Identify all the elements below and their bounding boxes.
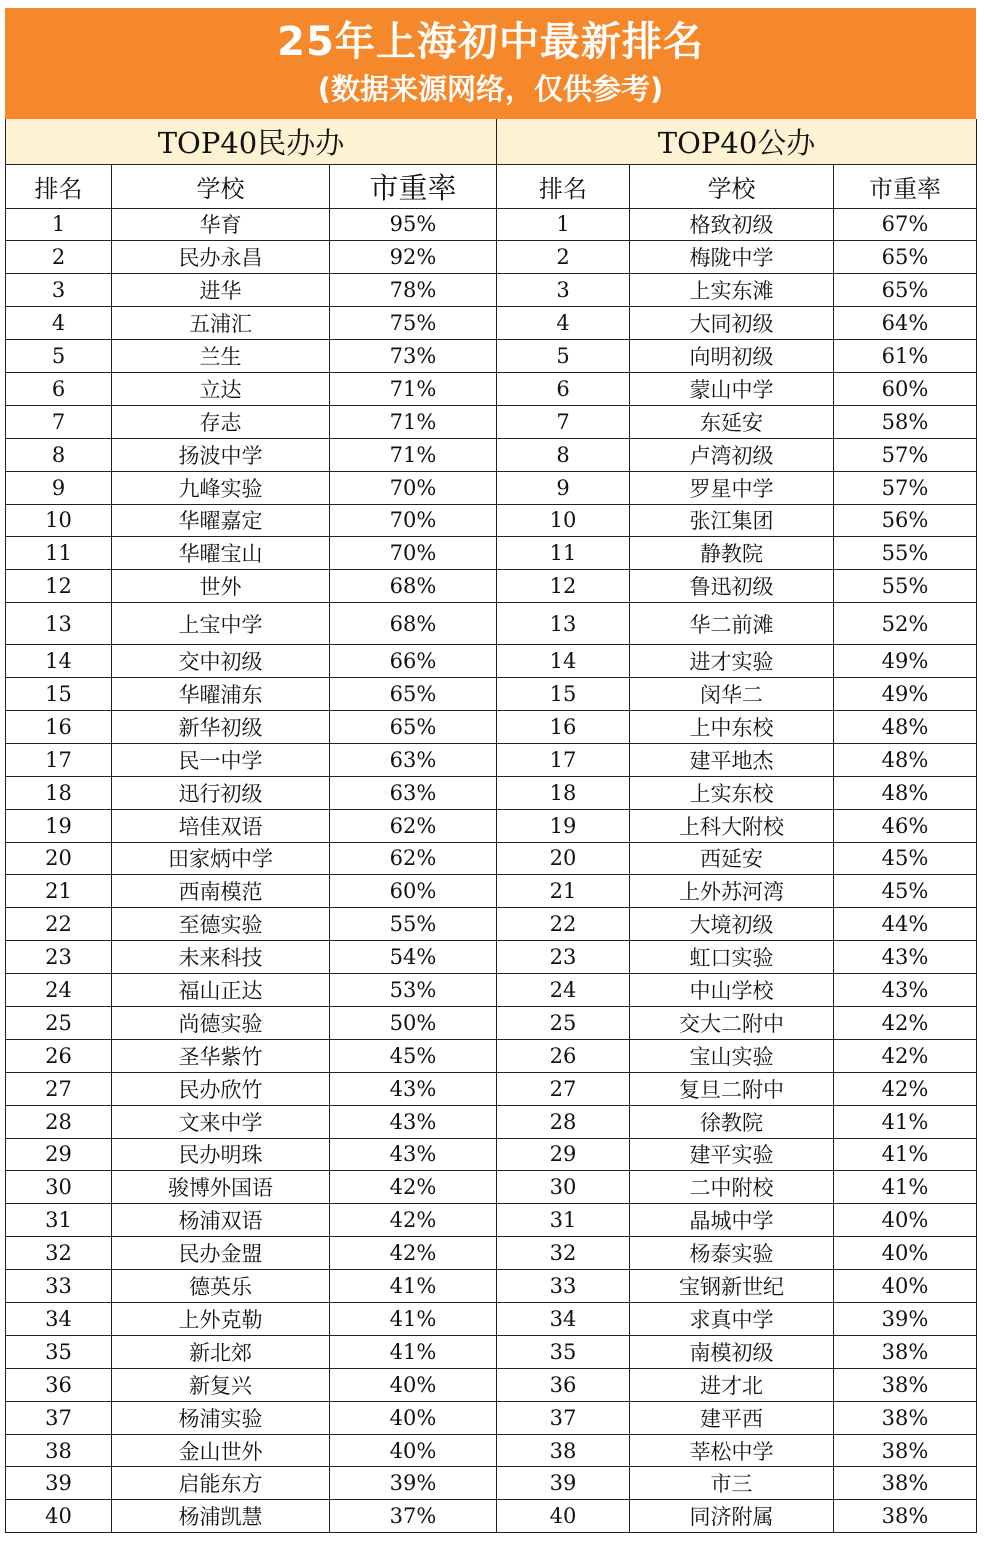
public-rate-cell: 38% xyxy=(834,1434,977,1467)
public-school-cell: 闵华二 xyxy=(630,678,834,711)
private-rate-cell: 63% xyxy=(330,743,497,776)
private-school-cell: 民办金盟 xyxy=(112,1237,330,1270)
public-rate-cell: 43% xyxy=(834,974,977,1007)
private-school-cell: 新华初级 xyxy=(112,710,330,743)
private-rate-cell: 42% xyxy=(330,1171,497,1204)
private-rank-cell: 14 xyxy=(6,645,112,678)
public-rank-cell: 21 xyxy=(497,875,630,908)
public-rank-cell: 2 xyxy=(497,241,630,274)
public-rank-cell: 40 xyxy=(497,1500,630,1533)
public-rate-cell: 55% xyxy=(834,570,977,603)
public-rate-cell: 41% xyxy=(834,1138,977,1171)
private-rate-cell: 40% xyxy=(330,1368,497,1401)
private-rate-cell: 95% xyxy=(330,208,497,241)
public-rate-cell: 57% xyxy=(834,438,977,471)
page-title: 25年上海初中最新排名 xyxy=(277,19,704,65)
public-rate-cell: 65% xyxy=(834,241,977,274)
private-rate-cell: 70% xyxy=(330,471,497,504)
public-rate-cell: 38% xyxy=(834,1368,977,1401)
public-rate-cell: 38% xyxy=(834,1500,977,1533)
public-rank-cell: 23 xyxy=(497,941,630,974)
private-rate-cell: 62% xyxy=(330,842,497,875)
public-school-cell: 蒙山中学 xyxy=(630,372,834,405)
public-school-cell: 上外苏河湾 xyxy=(630,875,834,908)
public-school-cell: 二中附校 xyxy=(630,1171,834,1204)
private-section-title: TOP40民办办 xyxy=(6,119,497,164)
public-rank-cell: 14 xyxy=(497,645,630,678)
table-row xyxy=(6,471,977,504)
public-rate-header: 市重率 xyxy=(834,164,977,208)
private-rank-cell: 3 xyxy=(6,274,112,307)
public-school-cell: 宝钢新世纪 xyxy=(630,1270,834,1303)
private-rank-cell: 11 xyxy=(6,537,112,570)
table-row xyxy=(6,537,977,570)
table-row xyxy=(6,974,977,1007)
table-row xyxy=(6,1105,977,1138)
table-row xyxy=(6,1237,977,1270)
private-rate-cell: 71% xyxy=(330,405,497,438)
public-school-cell: 进才北 xyxy=(630,1368,834,1401)
private-school-cell: 杨浦凯慧 xyxy=(112,1500,330,1533)
public-school-cell: 莘松中学 xyxy=(630,1434,834,1467)
public-rank-cell: 4 xyxy=(497,307,630,340)
public-rate-cell: 57% xyxy=(834,471,977,504)
private-school-cell: 扬波中学 xyxy=(112,438,330,471)
table-row xyxy=(6,941,977,974)
table-row xyxy=(6,1006,977,1039)
private-rate-cell: 43% xyxy=(330,1138,497,1171)
private-rate-cell: 40% xyxy=(330,1401,497,1434)
table-row xyxy=(6,1434,977,1467)
private-school-cell: 文来中学 xyxy=(112,1105,330,1138)
public-rank-cell: 32 xyxy=(497,1237,630,1270)
table-row xyxy=(6,1171,977,1204)
table-row xyxy=(6,274,977,307)
private-rank-cell: 28 xyxy=(6,1105,112,1138)
private-rate-cell: 42% xyxy=(330,1237,497,1270)
table-row xyxy=(6,1303,977,1336)
public-rank-cell: 30 xyxy=(497,1171,630,1204)
private-school-cell: 民一中学 xyxy=(112,743,330,776)
private-rate-cell: 39% xyxy=(330,1467,497,1500)
private-school-cell: 上宝中学 xyxy=(112,603,330,645)
public-rate-cell: 49% xyxy=(834,645,977,678)
private-school-cell: 金山世外 xyxy=(112,1434,330,1467)
public-school-cell: 上科大附校 xyxy=(630,809,834,842)
private-school-cell: 培佳双语 xyxy=(112,809,330,842)
public-rate-cell: 55% xyxy=(834,537,977,570)
public-rate-cell: 58% xyxy=(834,405,977,438)
public-rate-cell: 41% xyxy=(834,1105,977,1138)
private-school-cell: 华曜浦东 xyxy=(112,678,330,711)
private-rate-cell: 65% xyxy=(330,710,497,743)
public-rate-cell: 38% xyxy=(834,1401,977,1434)
private-school-cell: 立达 xyxy=(112,372,330,405)
public-rate-cell: 42% xyxy=(834,1072,977,1105)
table-row xyxy=(6,1072,977,1105)
public-rank-cell: 12 xyxy=(497,570,630,603)
private-rank-cell: 5 xyxy=(6,340,112,373)
private-school-cell: 启能东方 xyxy=(112,1467,330,1500)
public-rank-header: 排名 xyxy=(497,164,630,208)
private-rank-cell: 16 xyxy=(6,710,112,743)
private-rank-cell: 37 xyxy=(6,1401,112,1434)
public-rank-cell: 26 xyxy=(497,1039,630,1072)
ranking-sheet xyxy=(5,8,976,1536)
private-rank-cell: 10 xyxy=(6,504,112,537)
public-school-cell: 宝山实验 xyxy=(630,1039,834,1072)
private-rate-cell: 43% xyxy=(330,1105,497,1138)
public-rank-cell: 17 xyxy=(497,743,630,776)
private-rate-cell: 63% xyxy=(330,776,497,809)
public-school-cell: 鲁迅初级 xyxy=(630,570,834,603)
public-rank-cell: 37 xyxy=(497,1401,630,1434)
private-rate-cell: 71% xyxy=(330,372,497,405)
private-rate-cell: 43% xyxy=(330,1072,497,1105)
private-rate-header: 市重率 xyxy=(330,164,497,208)
private-rank-cell: 19 xyxy=(6,809,112,842)
private-school-cell: 杨浦双语 xyxy=(112,1204,330,1237)
table-row xyxy=(6,1368,977,1401)
table-row xyxy=(6,1138,977,1171)
public-rate-cell: 40% xyxy=(834,1237,977,1270)
public-school-cell: 市三 xyxy=(630,1467,834,1500)
public-school-cell: 大境初级 xyxy=(630,908,834,941)
table-row xyxy=(6,908,977,941)
private-rank-cell: 8 xyxy=(6,438,112,471)
private-school-cell: 民办明珠 xyxy=(112,1138,330,1171)
private-rank-cell: 32 xyxy=(6,1237,112,1270)
table-row xyxy=(6,241,977,274)
public-school-cell: 东延安 xyxy=(630,405,834,438)
table-row xyxy=(6,1204,977,1237)
private-rate-cell: 66% xyxy=(330,645,497,678)
private-rate-cell: 42% xyxy=(330,1204,497,1237)
public-school-cell: 梅陇中学 xyxy=(630,241,834,274)
private-school-cell: 民办欣竹 xyxy=(112,1072,330,1105)
table-row xyxy=(6,842,977,875)
public-school-cell: 大同初级 xyxy=(630,307,834,340)
private-rank-cell: 35 xyxy=(6,1335,112,1368)
public-section-title: TOP40公办 xyxy=(497,119,977,164)
table-row xyxy=(6,1401,977,1434)
private-rate-cell: 54% xyxy=(330,941,497,974)
private-school-cell: 华曜嘉定 xyxy=(112,504,330,537)
public-school-cell: 西延安 xyxy=(630,842,834,875)
table-row xyxy=(6,1467,977,1500)
public-rate-cell: 39% xyxy=(834,1303,977,1336)
private-school-cell: 新北郊 xyxy=(112,1335,330,1368)
public-rate-cell: 60% xyxy=(834,372,977,405)
page-subtitle: (数据来源网络，仅供参考) xyxy=(317,72,664,106)
private-school-cell: 华育 xyxy=(112,208,330,241)
private-school-cell: 尚德实验 xyxy=(112,1006,330,1039)
public-school-cell: 中山学校 xyxy=(630,974,834,1007)
public-school-cell: 格致初级 xyxy=(630,208,834,241)
private-rank-cell: 24 xyxy=(6,974,112,1007)
public-rate-cell: 48% xyxy=(834,776,977,809)
public-rate-cell: 49% xyxy=(834,678,977,711)
public-rate-cell: 56% xyxy=(834,504,977,537)
public-rank-cell: 25 xyxy=(497,1006,630,1039)
private-rank-cell: 39 xyxy=(6,1467,112,1500)
public-rank-cell: 33 xyxy=(497,1270,630,1303)
table-row xyxy=(6,208,977,241)
public-rate-cell: 52% xyxy=(834,603,977,645)
private-school-cell: 华曜宝山 xyxy=(112,537,330,570)
private-rank-cell: 1 xyxy=(6,208,112,241)
public-school-cell: 南模初级 xyxy=(630,1335,834,1368)
private-rank-cell: 17 xyxy=(6,743,112,776)
public-rate-cell: 64% xyxy=(834,307,977,340)
public-rate-cell: 65% xyxy=(834,274,977,307)
public-school-cell: 徐教院 xyxy=(630,1105,834,1138)
public-rank-cell: 27 xyxy=(497,1072,630,1105)
public-school-cell: 向明初级 xyxy=(630,340,834,373)
public-school-cell: 卢湾初级 xyxy=(630,438,834,471)
public-rate-cell: 48% xyxy=(834,743,977,776)
public-rate-cell: 45% xyxy=(834,875,977,908)
ranking-rows xyxy=(6,208,977,1533)
private-rate-cell: 71% xyxy=(330,438,497,471)
private-rate-cell: 55% xyxy=(330,908,497,941)
private-rate-cell: 68% xyxy=(330,570,497,603)
public-rank-cell: 35 xyxy=(497,1335,630,1368)
public-rate-cell: 46% xyxy=(834,809,977,842)
private-school-cell: 交中初级 xyxy=(112,645,330,678)
private-rank-cell: 12 xyxy=(6,570,112,603)
private-rank-cell: 40 xyxy=(6,1500,112,1533)
public-rank-cell: 22 xyxy=(497,908,630,941)
private-school-cell: 世外 xyxy=(112,570,330,603)
private-school-cell: 骏博外国语 xyxy=(112,1171,330,1204)
public-rank-cell: 29 xyxy=(497,1138,630,1171)
private-school-cell: 福山正达 xyxy=(112,974,330,1007)
public-rank-cell: 10 xyxy=(497,504,630,537)
private-rate-cell: 45% xyxy=(330,1039,497,1072)
private-school-cell: 存志 xyxy=(112,405,330,438)
public-school-cell: 建平地杰 xyxy=(630,743,834,776)
private-rank-cell: 2 xyxy=(6,241,112,274)
public-rate-cell: 45% xyxy=(834,842,977,875)
private-rank-cell: 13 xyxy=(6,603,112,645)
private-rate-cell: 70% xyxy=(330,504,497,537)
public-rate-cell: 40% xyxy=(834,1204,977,1237)
private-rank-cell: 34 xyxy=(6,1303,112,1336)
public-school-cell: 上实东滩 xyxy=(630,274,834,307)
public-rank-cell: 3 xyxy=(497,274,630,307)
public-school-cell: 杨泰实验 xyxy=(630,1237,834,1270)
table-row xyxy=(6,340,977,373)
private-school-cell: 五浦汇 xyxy=(112,307,330,340)
title-banner xyxy=(5,8,976,119)
table-row xyxy=(6,809,977,842)
public-rank-cell: 34 xyxy=(497,1303,630,1336)
private-school-cell: 未来科技 xyxy=(112,941,330,974)
private-rate-cell: 78% xyxy=(330,274,497,307)
private-rate-cell: 60% xyxy=(330,875,497,908)
table-row xyxy=(6,504,977,537)
table-row xyxy=(6,645,977,678)
table-row xyxy=(6,776,977,809)
public-school-cell: 静教院 xyxy=(630,537,834,570)
private-school-cell: 德英乐 xyxy=(112,1270,330,1303)
public-school-cell: 建平实验 xyxy=(630,1138,834,1171)
public-rate-cell: 48% xyxy=(834,710,977,743)
public-school-cell: 进才实验 xyxy=(630,645,834,678)
table-row xyxy=(6,678,977,711)
public-rate-cell: 42% xyxy=(834,1039,977,1072)
private-rate-cell: 68% xyxy=(330,603,497,645)
table-row xyxy=(6,372,977,405)
private-rate-cell: 73% xyxy=(330,340,497,373)
public-rank-cell: 16 xyxy=(497,710,630,743)
private-rate-cell: 53% xyxy=(330,974,497,1007)
private-school-cell: 民办永昌 xyxy=(112,241,330,274)
private-rank-cell: 20 xyxy=(6,842,112,875)
private-school-cell: 新复兴 xyxy=(112,1368,330,1401)
private-rank-cell: 9 xyxy=(6,471,112,504)
public-rate-cell: 67% xyxy=(834,208,977,241)
public-rank-cell: 11 xyxy=(497,537,630,570)
private-school-cell: 上外克勒 xyxy=(112,1303,330,1336)
private-rank-cell: 33 xyxy=(6,1270,112,1303)
table-row xyxy=(6,875,977,908)
public-rate-cell: 40% xyxy=(834,1270,977,1303)
private-rank-cell: 22 xyxy=(6,908,112,941)
public-rank-cell: 20 xyxy=(497,842,630,875)
public-rate-cell: 38% xyxy=(834,1467,977,1500)
public-rate-cell: 42% xyxy=(834,1006,977,1039)
private-school-cell: 进华 xyxy=(112,274,330,307)
public-rank-cell: 6 xyxy=(497,372,630,405)
private-rank-cell: 4 xyxy=(6,307,112,340)
public-school-cell: 晶城中学 xyxy=(630,1204,834,1237)
public-school-cell: 上中东校 xyxy=(630,710,834,743)
public-rank-cell: 31 xyxy=(497,1204,630,1237)
public-school-cell: 虹口实验 xyxy=(630,941,834,974)
table-row xyxy=(6,307,977,340)
public-rank-cell: 24 xyxy=(497,974,630,1007)
public-school-cell: 上实东校 xyxy=(630,776,834,809)
private-rank-cell: 21 xyxy=(6,875,112,908)
private-rank-cell: 36 xyxy=(6,1368,112,1401)
table-row xyxy=(6,743,977,776)
public-rank-cell: 5 xyxy=(497,340,630,373)
ranking-table xyxy=(5,119,977,1533)
private-rank-cell: 26 xyxy=(6,1039,112,1072)
public-rank-cell: 19 xyxy=(497,809,630,842)
table-row xyxy=(6,570,977,603)
private-school-header: 学校 xyxy=(112,164,330,208)
table-row xyxy=(6,1500,977,1533)
public-school-cell: 罗星中学 xyxy=(630,471,834,504)
public-school-cell: 复旦二附中 xyxy=(630,1072,834,1105)
private-rate-cell: 37% xyxy=(330,1500,497,1533)
public-rank-cell: 28 xyxy=(497,1105,630,1138)
private-rate-cell: 70% xyxy=(330,537,497,570)
public-school-cell: 交大二附中 xyxy=(630,1006,834,1039)
public-rank-cell: 7 xyxy=(497,405,630,438)
private-school-cell: 九峰实验 xyxy=(112,471,330,504)
table-row xyxy=(6,405,977,438)
table-row xyxy=(6,603,977,645)
private-school-cell: 圣华紫竹 xyxy=(112,1039,330,1072)
public-rank-cell: 38 xyxy=(497,1434,630,1467)
public-school-cell: 同济附属 xyxy=(630,1500,834,1533)
public-school-cell: 求真中学 xyxy=(630,1303,834,1336)
public-rate-cell: 43% xyxy=(834,941,977,974)
private-rate-cell: 92% xyxy=(330,241,497,274)
public-rate-cell: 61% xyxy=(834,340,977,373)
public-rank-cell: 36 xyxy=(497,1368,630,1401)
table-row xyxy=(6,1335,977,1368)
private-rank-cell: 7 xyxy=(6,405,112,438)
private-rank-cell: 30 xyxy=(6,1171,112,1204)
private-rate-cell: 41% xyxy=(330,1335,497,1368)
private-school-cell: 西南模范 xyxy=(112,875,330,908)
public-rate-cell: 41% xyxy=(834,1171,977,1204)
public-rank-cell: 39 xyxy=(497,1467,630,1500)
table-row xyxy=(6,710,977,743)
private-school-cell: 兰生 xyxy=(112,340,330,373)
table-row xyxy=(6,438,977,471)
private-school-cell: 至德实验 xyxy=(112,908,330,941)
table-row xyxy=(6,1270,977,1303)
private-rate-cell: 41% xyxy=(330,1270,497,1303)
public-rank-cell: 13 xyxy=(497,603,630,645)
private-rate-cell: 65% xyxy=(330,678,497,711)
private-rank-cell: 31 xyxy=(6,1204,112,1237)
private-rank-cell: 23 xyxy=(6,941,112,974)
table-row xyxy=(6,1039,977,1072)
public-school-cell: 华二前滩 xyxy=(630,603,834,645)
public-rate-cell: 44% xyxy=(834,908,977,941)
private-rate-cell: 75% xyxy=(330,307,497,340)
public-school-cell: 建平西 xyxy=(630,1401,834,1434)
public-rank-cell: 9 xyxy=(497,471,630,504)
private-rank-cell: 15 xyxy=(6,678,112,711)
public-rank-cell: 18 xyxy=(497,776,630,809)
public-school-header: 学校 xyxy=(630,164,834,208)
private-school-cell: 迅行初级 xyxy=(112,776,330,809)
private-rank-cell: 29 xyxy=(6,1138,112,1171)
public-school-cell: 张江集团 xyxy=(630,504,834,537)
private-rate-cell: 40% xyxy=(330,1434,497,1467)
private-rank-cell: 6 xyxy=(6,372,112,405)
private-rate-cell: 41% xyxy=(330,1303,497,1336)
private-rank-cell: 18 xyxy=(6,776,112,809)
private-rate-cell: 50% xyxy=(330,1006,497,1039)
public-rank-cell: 15 xyxy=(497,678,630,711)
private-rank-header: 排名 xyxy=(6,164,112,208)
private-school-cell: 田家炳中学 xyxy=(112,842,330,875)
private-rank-cell: 25 xyxy=(6,1006,112,1039)
public-rank-cell: 1 xyxy=(497,208,630,241)
private-school-cell: 杨浦实验 xyxy=(112,1401,330,1434)
private-rank-cell: 38 xyxy=(6,1434,112,1467)
private-rank-cell: 27 xyxy=(6,1072,112,1105)
public-rate-cell: 38% xyxy=(834,1335,977,1368)
public-rank-cell: 8 xyxy=(497,438,630,471)
private-rate-cell: 62% xyxy=(330,809,497,842)
